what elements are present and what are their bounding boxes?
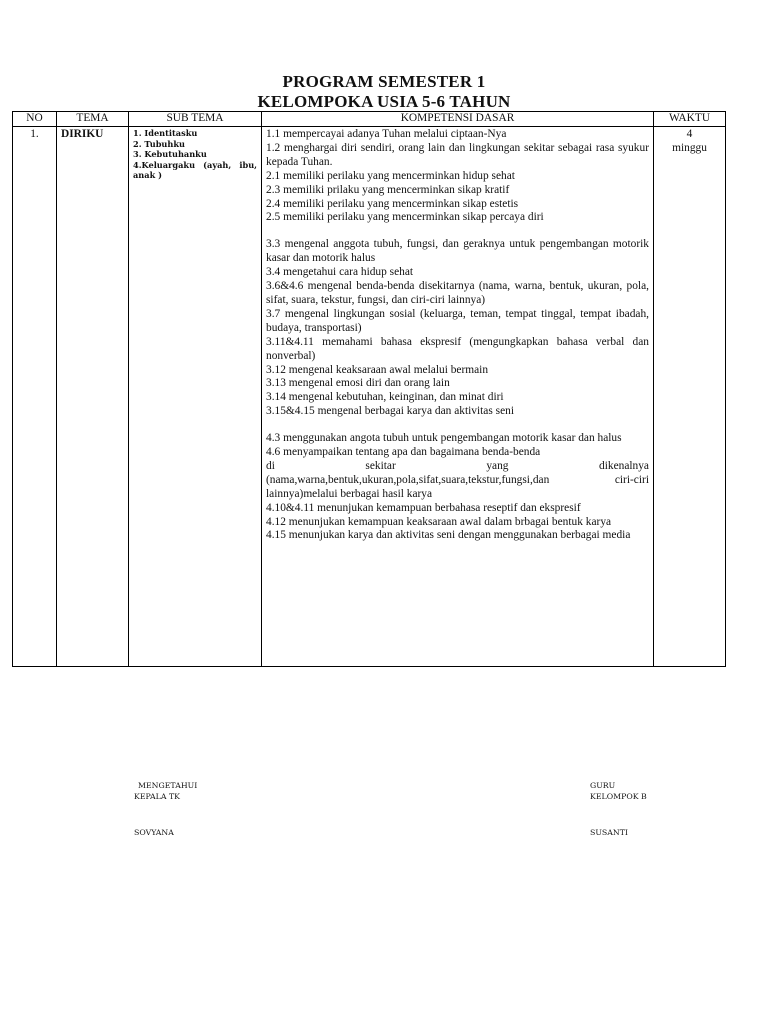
kd-spacer	[266, 225, 649, 238]
header-sub-tema: SUB TEMA	[129, 112, 262, 127]
sub-tema-item: 4.Keluargaku (ayah, ibu, anak )	[133, 159, 257, 181]
document-title: PROGRAM SEMESTER 1	[282, 72, 486, 91]
program-table	[12, 111, 726, 667]
cell-kompetensi-dasar	[262, 127, 654, 667]
header-waktu: WAKTU	[654, 112, 726, 127]
kd-item: 2.4 memiliki perilaku yang mencerminkan sikap estetis	[266, 197, 519, 210]
signature-right-position: KELOMPOK B	[590, 792, 647, 801]
table-row	[13, 127, 726, 667]
header-no: NO	[13, 112, 57, 127]
kd-spacer	[266, 419, 649, 432]
kd-item: 4.15 menunjukan karya dan aktivitas seni dengan menggunakan berbagai media	[266, 529, 631, 542]
header-tema: TEMA	[57, 112, 129, 127]
signature-right-label: GURU	[590, 781, 616, 790]
kd-item: 3.14 mengenal kebutuhan, keinginan, dan minat diri	[266, 391, 504, 404]
signature-left-name: SOVYANA	[134, 828, 174, 837]
sub-tema-item: 2. Tubuhku	[133, 138, 185, 149]
kd-item: 4.12 menunjukan kemampuan keaksaraan awal dalam brbagai bentuk karya	[266, 515, 612, 528]
sub-tema-item: 1. Identitasku	[133, 128, 198, 138]
kd-item: 3.4 mengetahui cara hidup sehat	[266, 266, 414, 279]
signature-right-name: SUSANTI	[590, 828, 628, 837]
kd-item: 3.11&4.11 memahami bahasa ekspresif (mengungkapkan bahasa verbal dan nonverbal)	[266, 335, 649, 362]
kd-item: 4.6 menyampaikan tentang apa dan bagaimana benda-benda	[266, 446, 541, 459]
kd-item: 3.7 mengenal lingkungan sosial (keluarga, teman, tempat tinggal, tempat ibadah, budaya, transportasi)	[266, 307, 649, 334]
signature-left-position: KEPALA TK	[134, 792, 180, 801]
kd-item: di sekitar yang dikenalnya	[266, 459, 649, 472]
waktu-unit: minggu	[672, 141, 707, 154]
kd-item: 1.1 mempercayai adanya Tuhan melalui ciptaan-Nya	[266, 128, 507, 140]
cell-sub-tema	[129, 127, 262, 667]
cell-tema: DIRIKU	[57, 127, 129, 667]
signature-left-label: MENGETAHUI	[138, 781, 198, 790]
kd-item: 2.3 memiliki prilaku yang mencerminkan sikap kratif	[266, 183, 510, 196]
waktu-value: 4	[686, 128, 693, 140]
kd-item: 3.3 mengenal anggota tubuh, fungsi, dan geraknya untuk pengembangan motorik kasar dan motorik halus	[266, 238, 649, 265]
kd-item: 4.3 menggunakan angota tubuh untuk pengembangan motorik kasar dan halus	[266, 432, 622, 445]
cell-no: 1.	[13, 127, 57, 667]
document-subtitle: KELOMPOKA USIA 5-6 TAHUN	[257, 92, 511, 111]
kd-item: 4.10&4.11 menunjukan kemampuan berbahasa reseptif dan ekspresif	[266, 501, 581, 514]
kd-item: 3.12 mengenal keaksaraan awal melalui bermain	[266, 363, 489, 376]
kd-item: 2.5 memiliki perilaku yang mencerminkan sikap percaya diri	[266, 211, 544, 224]
kd-item: 2.1 memiliki perilaku yang mencerminkan hidup sehat	[266, 169, 515, 182]
kd-item: 3.15&4.15 mengenal berbagai karya dan aktivitas seni	[266, 405, 514, 418]
kd-item: 3.13 mengenal emosi diri dan orang lain	[266, 377, 450, 390]
header-kompetensi-dasar: KOMPETENSI DASAR	[262, 112, 654, 127]
table-header-row	[13, 112, 726, 127]
kd-item: 3.6&4.6 mengenal benda-benda disekitarnya (nama, warna, bentuk, ukuran, pola, sifat, suara, tekstur, fungsi, dan ciri-ciri lainnya)	[266, 280, 649, 306]
cell-waktu	[654, 127, 726, 667]
kd-item: (nama,warna,bentuk,ukuran,pola,sifat,suara,tekstur,fungsi,dan ciri-ciri lainnya)melalui berbagai hasil karya	[266, 473, 649, 500]
sub-tema-item: 3. Kebutuhanku	[133, 149, 207, 160]
kd-item: 1.2 menghargai diri sendiri, orang lain dan lingkungan sekitar sebagai rasa syukur kepada Tuhan.	[266, 141, 649, 168]
